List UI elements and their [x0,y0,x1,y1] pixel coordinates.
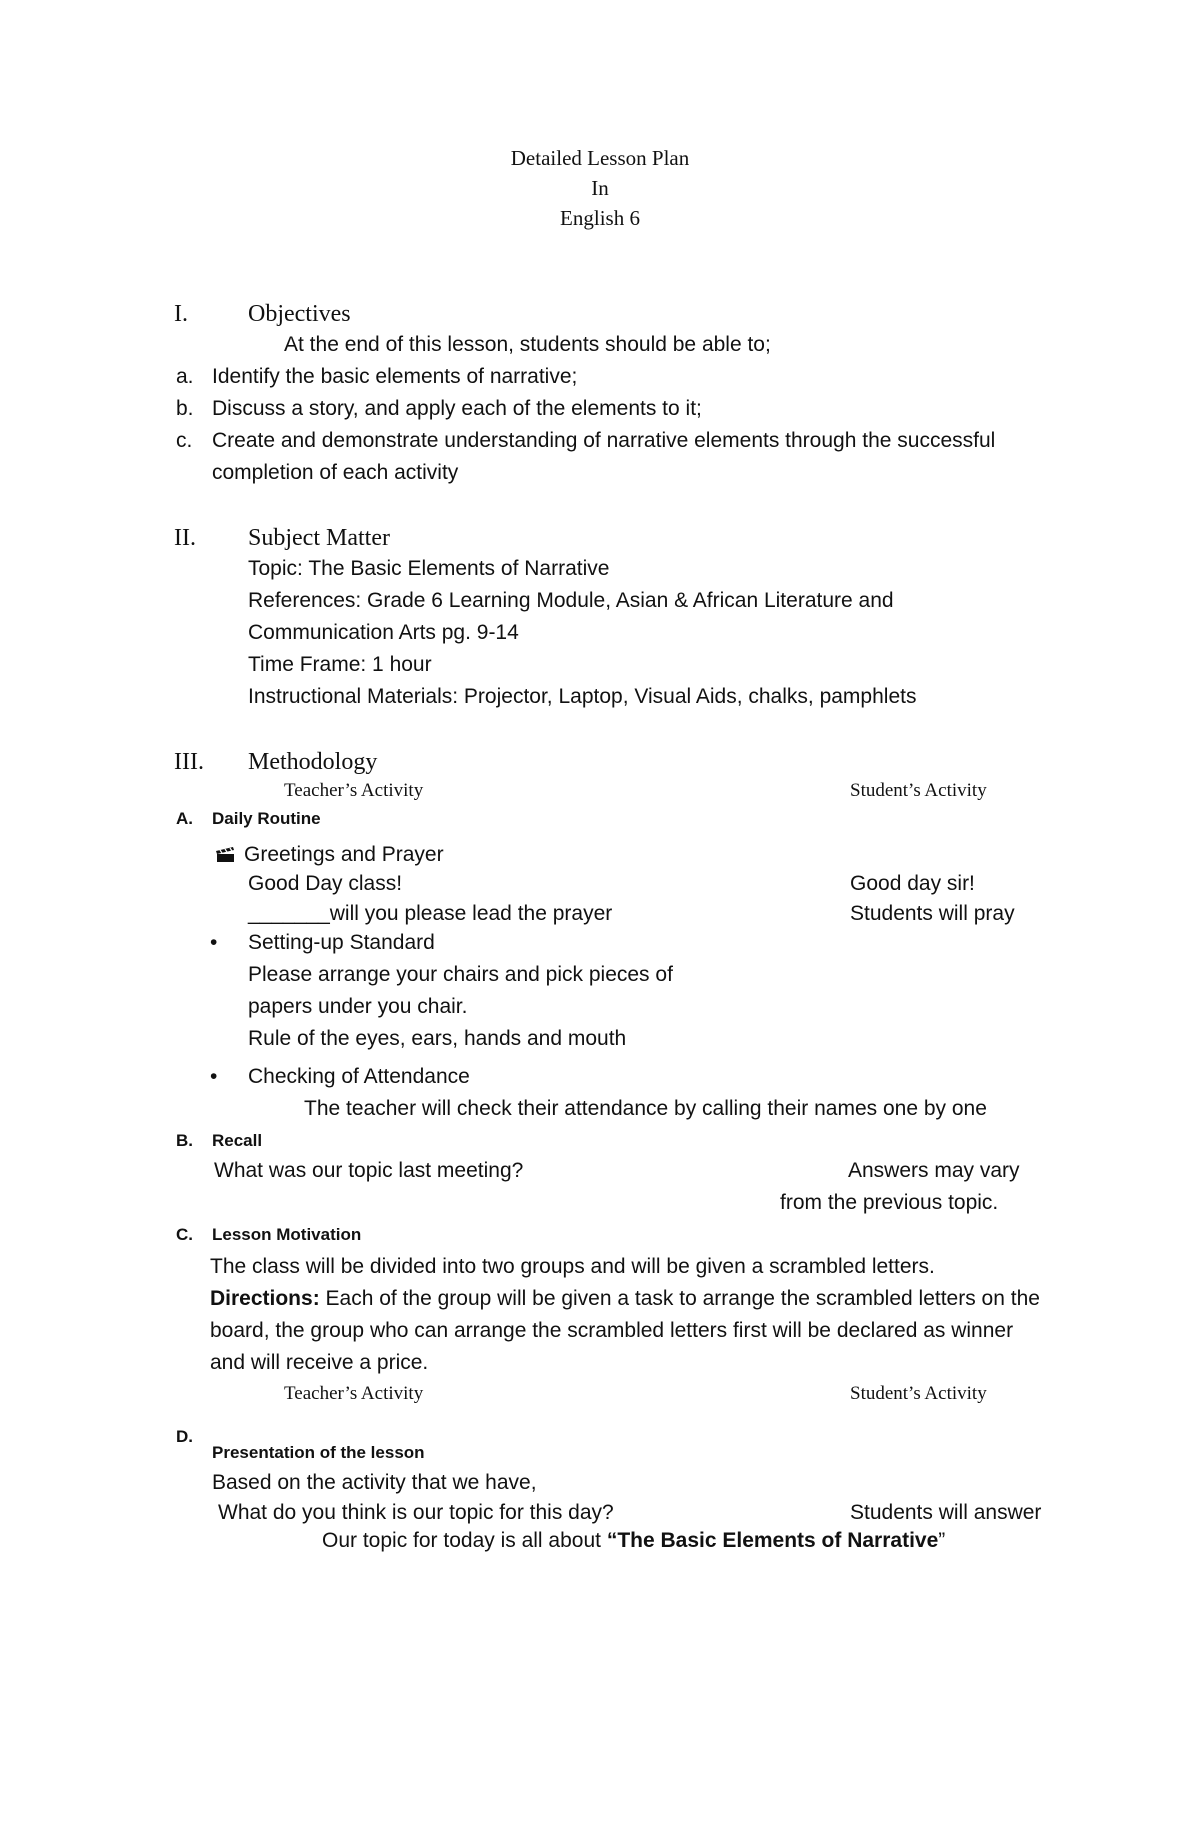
topic-prefix: Our topic for today is all about [322,1529,607,1552]
standard-line-2: papers under you chair. [248,995,468,1018]
motivation-letter: C. [176,1225,193,1244]
title-line-1: Detailed Lesson Plan [510,146,690,170]
subject-references-cont: Communication Arts pg. 9-14 [248,621,519,644]
topic-bold: “The Basic Elements of Narrative [606,1529,939,1552]
presentation-topic [322,1530,945,1551]
objective-text-c: Create and demonstrate understanding of narrative elements through the successful [212,429,996,452]
title-line-2: In [591,176,609,200]
greeting-teacher: Good Day class! [248,872,403,895]
recall-letter: B. [176,1131,193,1150]
objective-text-b: Discuss a story, and apply each of the elements to it; [212,397,702,420]
presentation-question: What do you think is our topic for this day? [218,1501,614,1524]
prayer-teacher: _______will you please lead the prayer [248,902,613,925]
motivation-line-1: The class will be divided into two groups and will be given a scrambled letters. [210,1255,935,1278]
presentation-answer: Students will answer [850,1501,1042,1524]
title-line-3: English 6 [560,206,640,230]
teacher-activity-header-2: Teacher’s Activity [284,1383,424,1404]
objective-text-a: Identify the basic elements of narrative; [212,365,578,388]
greeting-student: Good day sir! [850,872,975,895]
objective-letter-c: c. [176,429,193,452]
setting-up-standard: Setting-up Standard [248,931,435,954]
subject-time-frame: Time Frame: 1 hour [248,653,432,676]
student-activity-header-2: Student’s Activity [850,1383,987,1404]
methodology-numeral: III. [174,749,204,775]
subject-matter-heading: Subject Matter [248,525,390,551]
daily-routine-letter: A. [176,809,193,828]
objective-letter-a: a. [176,365,194,388]
greetings-prayer: Greetings and Prayer [244,843,444,866]
subject-materials: Instructional Materials: Projector, Laptop, Visual Aids, chalks, pamphlets [248,685,917,708]
standard-line-3: Rule of the eyes, ears, hands and mouth [248,1027,627,1050]
attendance-text: The teacher will check their attendance by calling their names one by one [304,1097,987,1120]
recall-label: Recall [212,1131,263,1150]
bullet-attendance: • [210,1065,218,1088]
motivation-line-3: board, the group who can arrange the scrambled letters first will be declared as winner [210,1319,1014,1342]
presentation-line-1: Based on the activity that we have, [212,1471,537,1494]
methodology-heading: Methodology [248,749,378,775]
standard-line-1: Please arrange your chairs and pick pieces of [248,963,673,986]
objective-letter-b: b. [176,397,194,420]
daily-routine-label: Daily Routine [212,809,321,828]
motivation-line-4: and will receive a price. [210,1351,429,1374]
objective-text-c-cont: completion of each activity [212,461,459,484]
motivation-label: Lesson Motivation [212,1225,362,1244]
clapperboard-icon [215,845,235,863]
teacher-activity-header: Teacher’s Activity [284,780,424,801]
subject-references: References: Grade 6 Learning Module, Asian & African Literature and [248,589,894,612]
recall-question: What was our topic last meeting? [214,1159,524,1182]
bullet-standard: • [210,931,218,954]
objectives-heading: Objectives [248,301,351,327]
directions-label: Directions: [210,1287,320,1310]
recall-answer-1: Answers may vary [848,1159,1020,1182]
subject-topic: Topic: The Basic Elements of Narrative [248,557,610,580]
objectives-intro: At the end of this lesson, students should be able to; [284,333,771,356]
motivation-line-2 [210,1288,1040,1309]
prayer-student: Students will pray [850,902,1015,925]
directions-text: Each of the group will be given a task to arrange the scrambled letters on the [319,1287,1040,1310]
objectives-numeral: I. [174,301,188,327]
subject-matter-numeral: II. [174,525,196,551]
presentation-label: Presentation of the lesson [212,1443,425,1462]
topic-suffix: ” [938,1529,946,1552]
student-activity-header: Student’s Activity [850,780,987,801]
recall-answer-2: from the previous topic. [780,1191,999,1214]
presentation-letter: D. [176,1427,193,1446]
checking-attendance: Checking of Attendance [248,1065,470,1088]
